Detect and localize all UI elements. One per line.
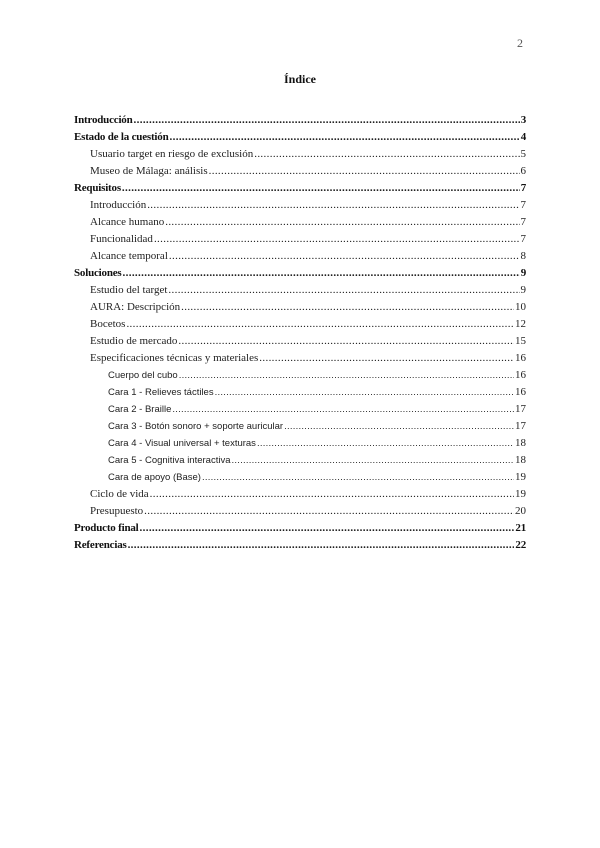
dot-leader [259, 352, 514, 364]
toc-entry[interactable] [74, 369, 526, 386]
toc-entry-label: Especificaciones técnicas y materiales [90, 352, 259, 364]
toc-entry-page: 7 [520, 199, 526, 211]
toc-entry-page: 16 [515, 386, 526, 398]
toc-entry-page: 16 [515, 369, 526, 381]
toc-entry-label: Cara 2 - Braille [108, 404, 172, 415]
toc-entry-page: 9 [520, 267, 526, 279]
toc-entry-page: 8 [520, 250, 526, 262]
dot-leader [147, 199, 519, 211]
dot-leader [140, 522, 515, 534]
toc-entry[interactable] [74, 233, 526, 250]
toc-entry-label: Bocetos [90, 318, 126, 330]
toc-entry-page: 17 [515, 420, 526, 432]
toc-entry[interactable] [74, 131, 526, 148]
toc-entry-page: 15 [515, 335, 526, 347]
dot-leader [170, 131, 520, 143]
toc-entry-label: Introducción [90, 199, 147, 211]
toc-entry[interactable] [74, 335, 526, 352]
dot-leader [144, 505, 514, 517]
toc-entry-label: Usuario target en riesgo de exclusión [90, 148, 254, 160]
dot-leader [178, 335, 514, 347]
toc-entry[interactable] [74, 216, 526, 233]
toc-entry[interactable] [74, 199, 526, 216]
toc-entry[interactable] [74, 352, 526, 369]
dot-leader [232, 455, 515, 466]
toc-entry-page: 3 [520, 114, 526, 126]
toc-entry-label: Ciclo de vida [90, 488, 149, 500]
toc-entry-label: Cara 5 - Cognitiva interactiva [108, 455, 231, 466]
toc-entry[interactable] [74, 420, 526, 437]
toc-entry-page: 12 [515, 318, 526, 330]
toc-entry-label: Presupuesto [90, 505, 144, 517]
toc-entry[interactable] [74, 522, 526, 539]
toc-entry-label: Cara 4 - Visual universal + texturas [108, 438, 256, 449]
toc-entry-label: Referencias [74, 539, 127, 551]
toc-entry-label: Producto final [74, 522, 139, 534]
toc-entry-page: 17 [515, 403, 526, 415]
toc-entry-page: 19 [515, 488, 526, 500]
toc-entry-page: 6 [520, 165, 526, 177]
toc-entry-page: 7 [520, 182, 526, 194]
toc-entry-page: 7 [520, 216, 526, 228]
toc-entry-page: 9 [520, 284, 526, 296]
dot-leader [181, 301, 514, 313]
toc-entry-label: Alcance temporal [90, 250, 168, 262]
toc-entry-page: 4 [520, 131, 526, 143]
toc-entry[interactable] [74, 301, 526, 318]
toc-entry-label: Estudio de mercado [90, 335, 178, 347]
toc-entry[interactable] [74, 437, 526, 454]
dot-leader [128, 539, 515, 551]
toc-entry-page: 7 [520, 233, 526, 245]
toc-entry-label: Cuerpo del cubo [108, 370, 178, 381]
toc-entry-page: 10 [515, 301, 526, 313]
page-title: Índice [283, 72, 316, 86]
dot-leader [169, 250, 520, 262]
page-number: 2 [517, 36, 523, 50]
dot-leader [150, 488, 514, 500]
toc-entry-label: Alcance humano [90, 216, 165, 228]
toc-entry-page: 16 [515, 352, 526, 364]
dot-leader [179, 370, 514, 381]
dot-leader [154, 233, 520, 245]
toc-entry[interactable] [74, 114, 526, 131]
toc-entry-label: Estado de la cuestión [74, 131, 169, 143]
toc-entry-label: Cara de apoyo (Base) [108, 472, 201, 483]
toc-entry-label: Cara 3 - Botón sonoro + soporte auricular [108, 421, 284, 432]
dot-leader [122, 182, 520, 194]
dot-leader [284, 421, 514, 432]
toc-entry[interactable] [74, 148, 526, 165]
dot-leader [165, 216, 519, 228]
toc-entry-label: Estudio del target [90, 284, 168, 296]
toc-entry[interactable] [74, 182, 526, 199]
dot-leader [202, 472, 514, 483]
table-of-contents [74, 114, 526, 556]
toc-entry-page: 18 [515, 437, 526, 449]
toc-entry[interactable] [74, 284, 526, 301]
toc-entry[interactable] [74, 318, 526, 335]
dot-leader [254, 148, 519, 160]
toc-entry[interactable] [74, 488, 526, 505]
dot-leader [123, 267, 520, 279]
toc-entry-page: 19 [515, 471, 526, 483]
toc-entry[interactable] [74, 454, 526, 471]
toc-entry[interactable] [74, 471, 526, 488]
toc-entry[interactable] [74, 267, 526, 284]
toc-entry-page: 5 [520, 148, 526, 160]
dot-leader [172, 404, 514, 415]
toc-entry-label: Introducción [74, 114, 133, 126]
dot-leader [168, 284, 519, 296]
toc-entry-label: Cara 1 - Relieves táctiles [108, 387, 214, 398]
toc-entry-page: 21 [515, 522, 526, 534]
toc-entry[interactable] [74, 386, 526, 403]
toc-entry-label: Requisitos [74, 182, 121, 194]
dot-leader [257, 438, 514, 449]
toc-entry-page: 22 [515, 539, 526, 551]
toc-entry[interactable] [74, 165, 526, 182]
dot-leader [134, 114, 520, 126]
toc-entry[interactable] [74, 250, 526, 267]
toc-entry-label: AURA: Descripción [90, 301, 181, 313]
toc-entry-page: 20 [515, 505, 526, 517]
toc-entry[interactable] [74, 539, 526, 556]
dot-leader [215, 387, 514, 398]
toc-entry-label: Funcionalidad [90, 233, 153, 245]
toc-entry[interactable] [74, 505, 526, 522]
dot-leader [209, 165, 520, 177]
toc-entry-label: Soluciones [74, 267, 122, 279]
toc-entry-page: 18 [515, 454, 526, 466]
dot-leader [126, 318, 514, 330]
toc-entry[interactable] [74, 403, 526, 420]
toc-entry-label: Museo de Málaga: análisis [90, 165, 208, 177]
